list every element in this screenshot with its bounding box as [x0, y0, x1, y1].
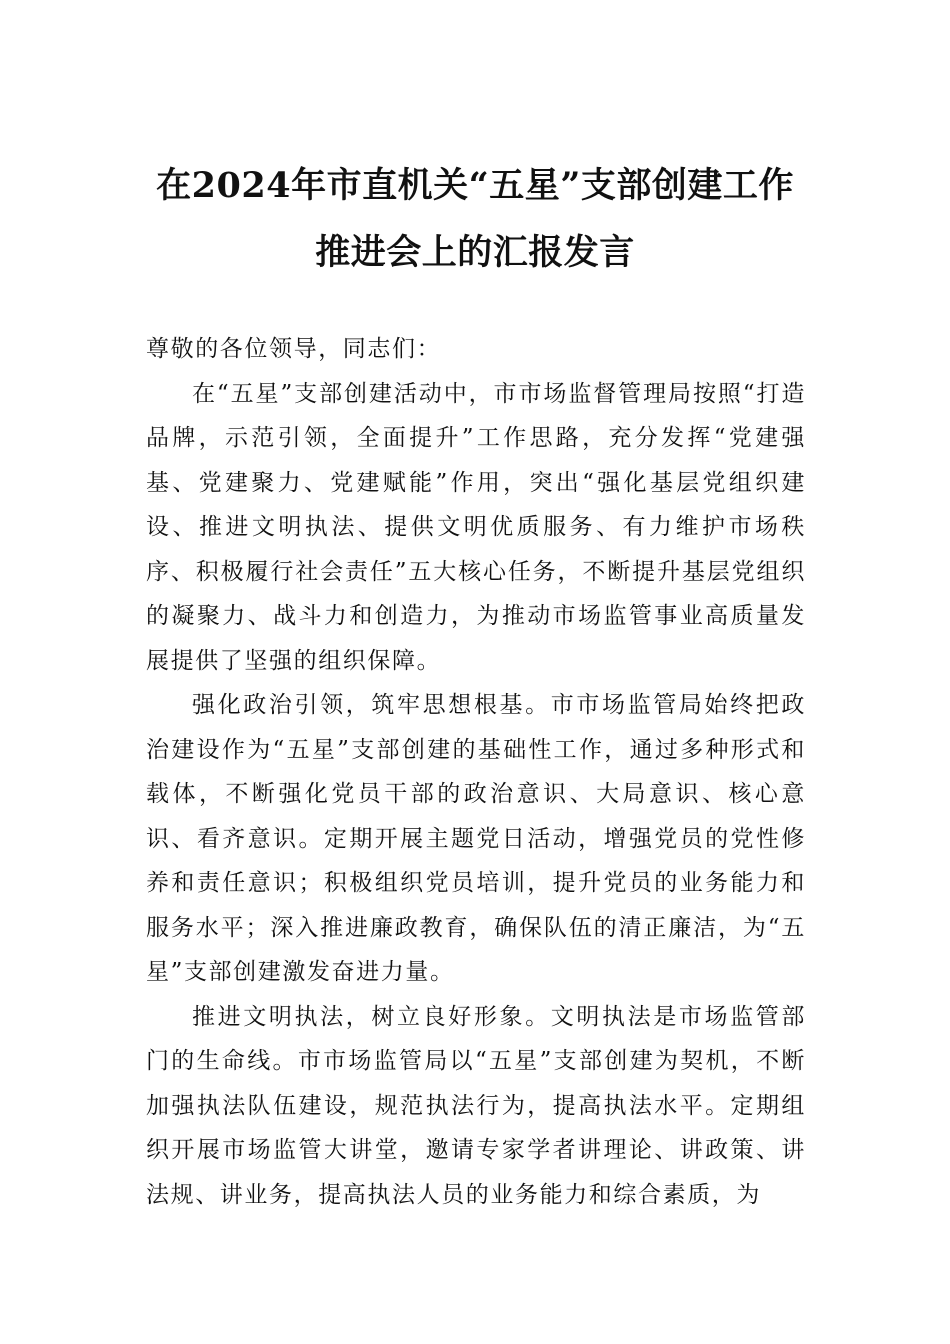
salutation: 尊敬的各位领导，同志们： [146, 336, 442, 362]
document-title-line-2: 推进会上的汇报发言 [315, 232, 635, 273]
paragraph-intro: 在“五星”支部创建活动中，市市场监督管理局按照“打造品牌，示范引领，全面提升”工作思路，充分发挥“党建强基、党建聚力、党建赋能”作用，突出“强化基层党组织建设、推进文明执法、提供文明优质服务、有力维护市场秩序、积极履行社会责任”五大核心任务，不断提升基层党组织的凝聚力、战斗力和创造力，为推动市场监管事业高质量发展提供了坚强的组织保障。 [146, 380, 806, 674]
document-title-line-1: 在2024年市直机关“五星”支部创建工作 [156, 165, 794, 206]
paragraph-civilized-enforcement: 推进文明执法，树立良好形象。文明执法是市场监管部门的生命线。市市场监管局以“五星”支部创建为契机，不断加强执法队伍建设，规范执法行为，提高执法水平。定期组织开展市场监管大讲堂，邀请专家学者讲理论、讲政策、讲法规、讲业务，提高执法人员的业务能力和综合素质，为 [146, 1003, 806, 1208]
document-body [146, 327, 806, 1217]
paragraph-political-guidance: 强化政治引领，筑牢思想根基。市市场监管局始终把政治建设作为“五星”支部创建的基础性工作，通过多种形式和载体，不断强化党员干部的政治意识、大局意识、核心意识、看齐意识。定期开展主题党日活动，增强党员的党性修养和责任意识；积极组织党员培训，提升党员的业务能力和服务水平；深入推进廉政教育，确保队伍的清正廉洁，为“五星”支部创建激发奋进力量。 [146, 692, 806, 985]
